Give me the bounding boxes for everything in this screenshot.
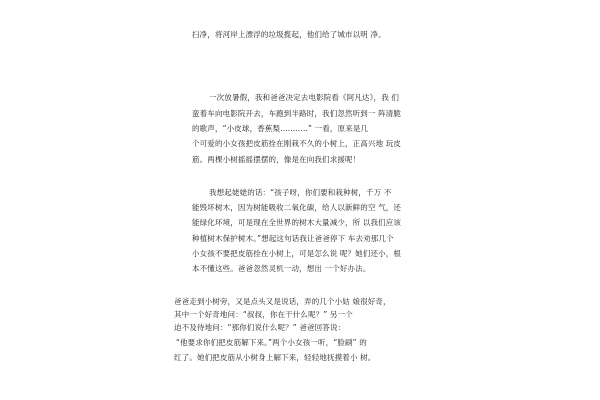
text-line: 能毁坏树木，因为树能吸收二氧化碳，给人以新鲜的空 气，还	[192, 203, 402, 212]
text-line: 一次放暑假，我和爸爸决定去电影院看《阿凡达》，我 们	[209, 93, 400, 102]
text-line: 小女孩不要把皮筋拴在小树上，可是怎么说 呢？她们还小，根	[192, 249, 402, 258]
text-line: “他要求你们把皮筋解下来。”两个小女孩一听，“脸刷” 的	[176, 338, 367, 347]
text-line: 本不懂这些。爸爸忽然灵机一动，想出 一个好办法。	[192, 264, 371, 273]
text-line: 的歌声，“小皮球，香蕉梨...........” 一看，原来是几	[192, 124, 369, 133]
text-line: 迫不及待地问：“那你们说什么呢？” 爸爸回答说：	[174, 323, 346, 332]
text-line: 我想起姥姥的话：“孩子呀，你们要和栽种树，千万 不	[209, 188, 392, 197]
text-line: 筋。两棵小树摇摇摆摆的，像是在向我们求援呢！	[192, 155, 361, 164]
text-line: 能绿化环境，可是现在全世界的树木大量减少，所 以我们应该	[192, 218, 402, 227]
text-line: 扫净，将河岸上漂浮的垃圾揽起，他们给了城市以明 净。	[192, 30, 386, 39]
text-line: 爸爸走到小树旁，又是点头又是说话，弄的几个小姑 娘很好奇，	[174, 297, 391, 306]
text-line: 种植树木保护树木。”想起这句话我让爸爸停下 车去劝那几个	[192, 234, 394, 243]
text-line: 个可爱的小女孩把皮筋拴在刚栽不久的小树上，正高兴地 玩皮	[192, 139, 402, 148]
text-line: 其中一个好奇地问：“叔叔，你在干什么呢？” 另一个	[174, 310, 353, 319]
text-line: 红了。她们把皮筋从小树身上解下来，轻轻地抚摸着小 树。	[174, 353, 376, 362]
text-line: 蛮着车向电影院开去，车跑到半路时，我们忽然听到一 阵清脆	[192, 109, 402, 118]
